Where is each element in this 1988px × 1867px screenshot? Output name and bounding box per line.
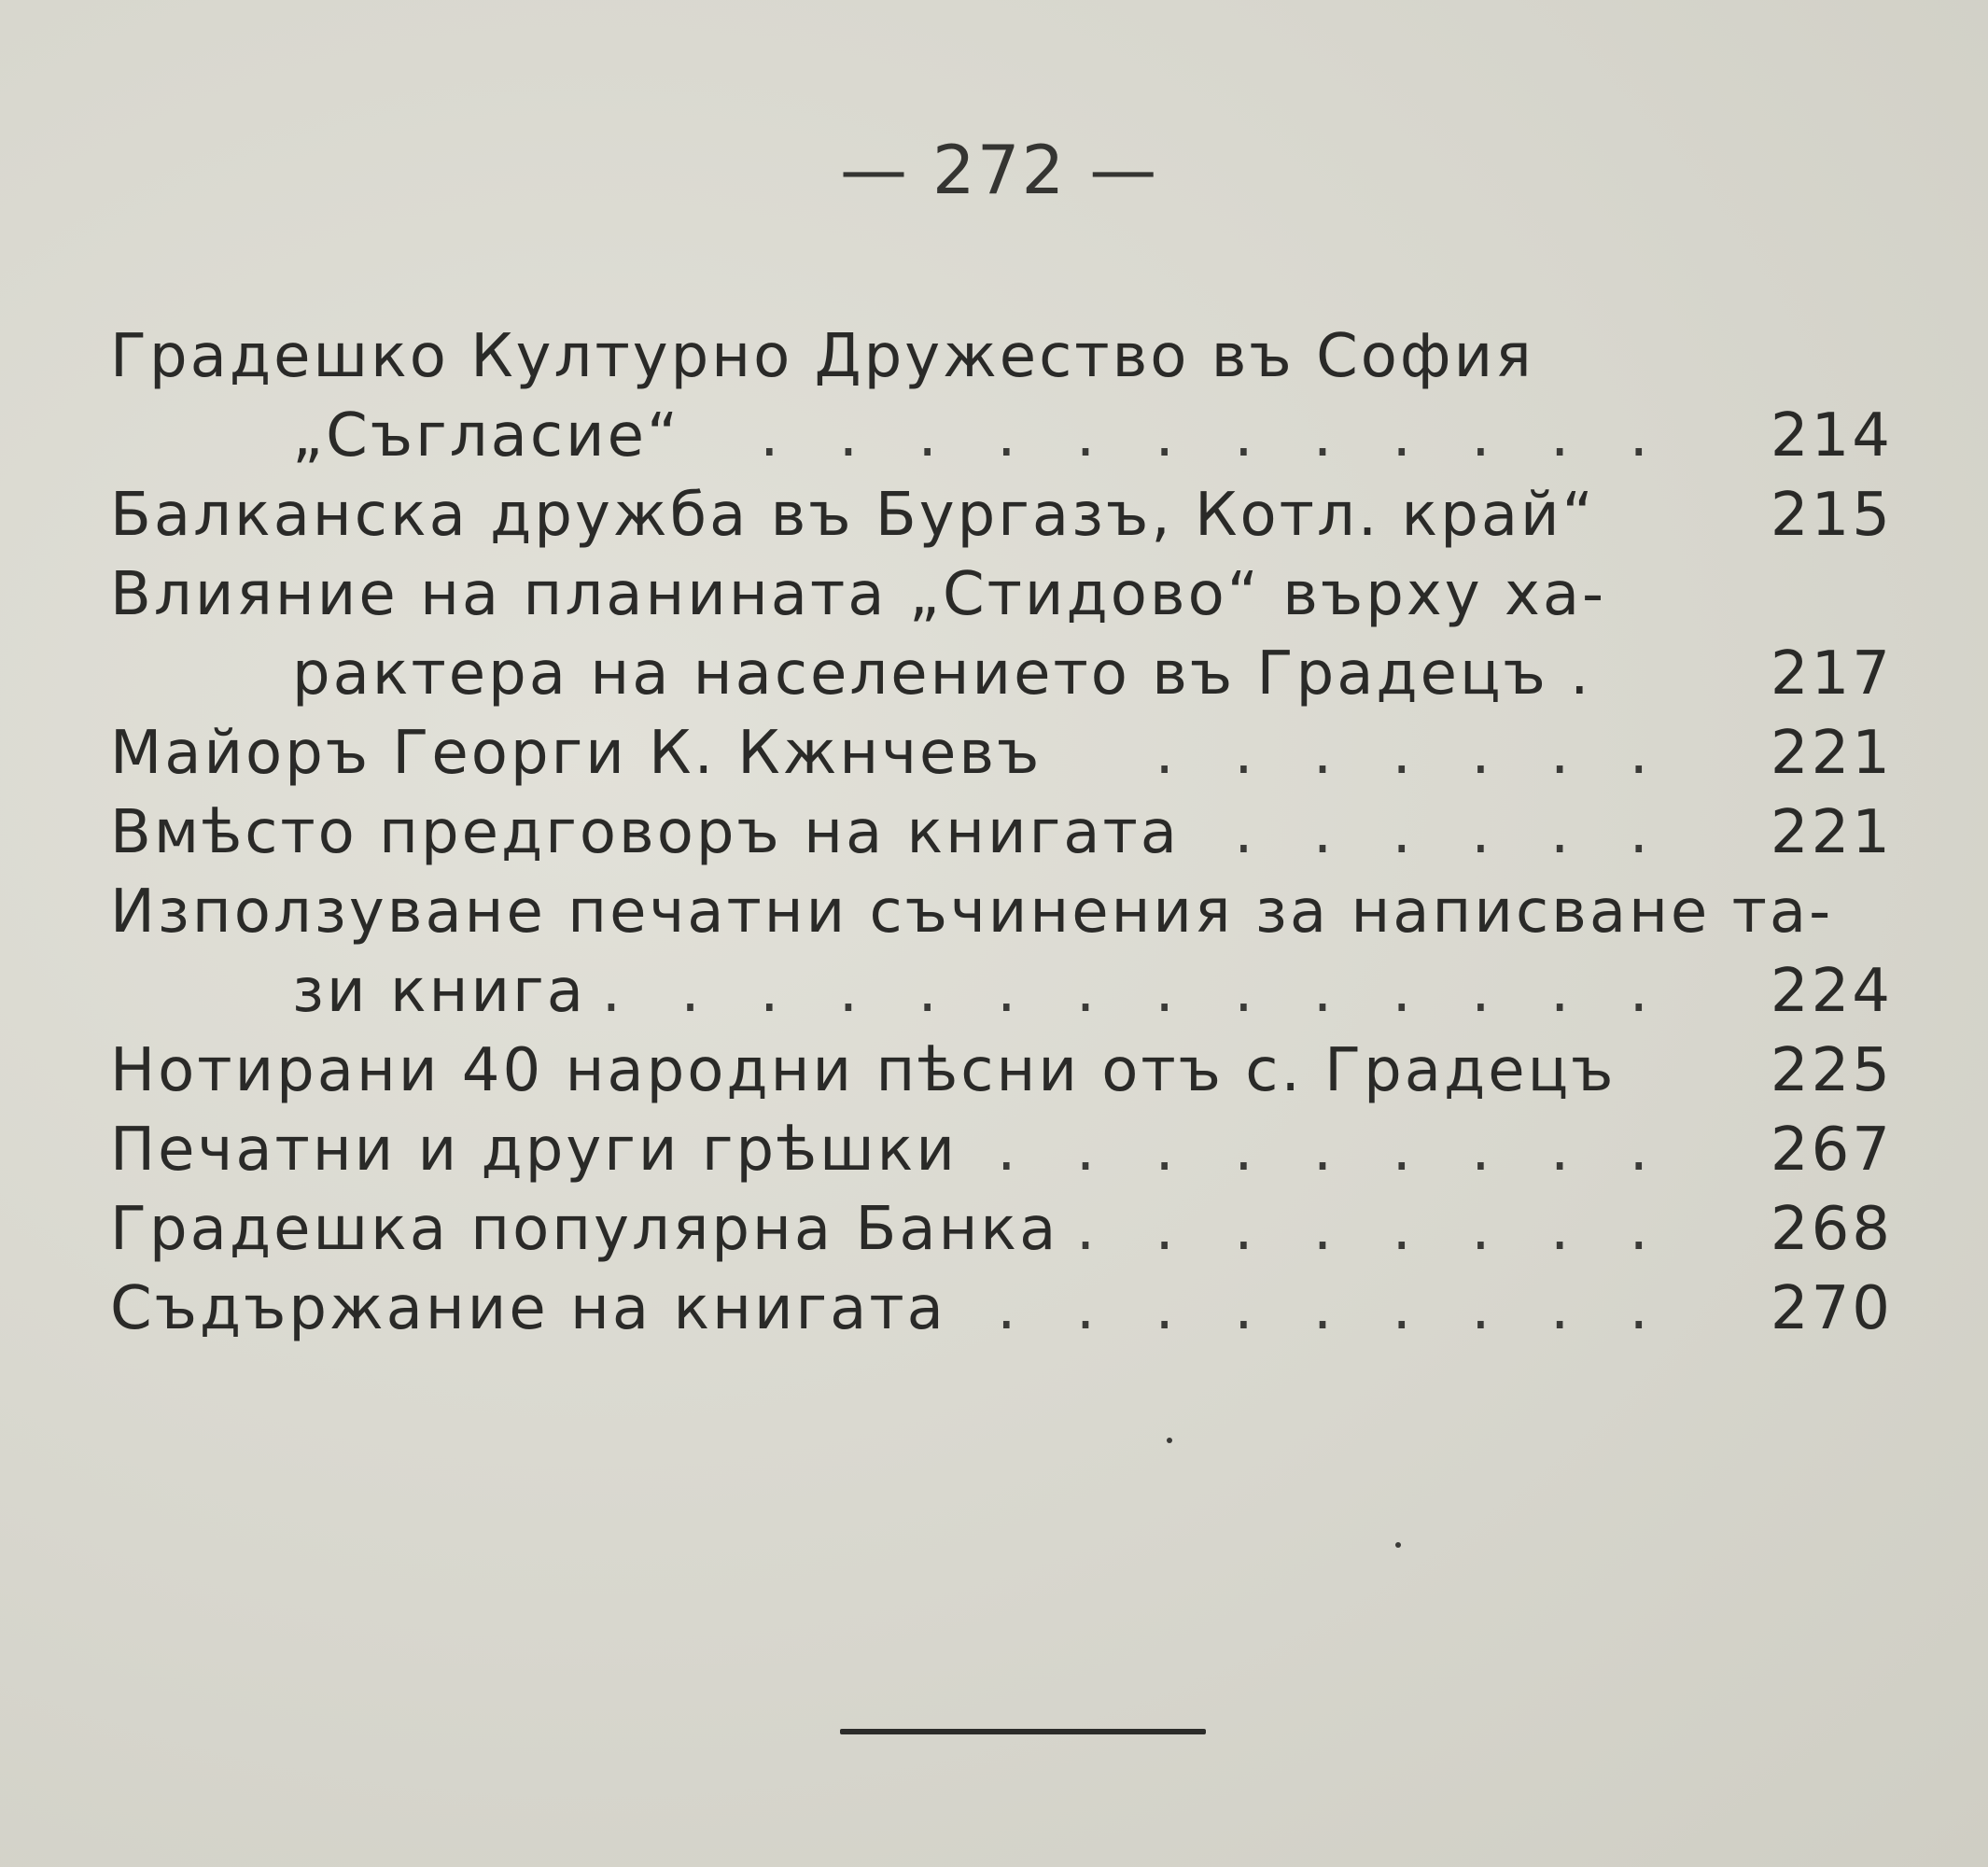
toc-entry bbox=[110, 476, 1893, 555]
toc-leader-dots: . . . . . . . . . bbox=[997, 1116, 1669, 1185]
page-number: — 272 — bbox=[840, 131, 1159, 209]
toc-entry bbox=[110, 555, 1893, 635]
toc-entry-title: Печатни и други грѣшки bbox=[110, 1116, 958, 1185]
toc-leader-dots: . . . . . . . . . . . . . . bbox=[601, 957, 1669, 1026]
toc-entry-title: Нотирани 40 народни пѣсни отъ с. Градецъ bbox=[110, 1036, 1617, 1105]
toc-entry bbox=[110, 873, 1893, 952]
toc-entry-title: Влияние на планината „Стидово“ върху ха- bbox=[110, 560, 1607, 629]
toc-page-number: 221 bbox=[1770, 798, 1893, 867]
toc-entry bbox=[110, 714, 1893, 793]
toc-leader-dots: . . . . . . . . . . . . bbox=[760, 401, 1669, 470]
toc-page-number: 268 bbox=[1770, 1195, 1893, 1264]
toc-page-number: 225 bbox=[1770, 1036, 1893, 1105]
toc-page-number: 224 bbox=[1770, 957, 1893, 1026]
toc-entry-title: Балканска дружба въ Бургазъ, Котл. край“ bbox=[110, 481, 1596, 550]
toc-entry bbox=[110, 793, 1893, 873]
toc-entry bbox=[110, 1111, 1893, 1190]
toc-leader-dots: . . . . . . . . . bbox=[997, 1274, 1669, 1343]
toc-entry-title: рактера на населението въ Градецъ . bbox=[292, 639, 1592, 709]
toc-page-number: 221 bbox=[1770, 719, 1893, 788]
toc-entry bbox=[110, 1032, 1893, 1111]
toc-leader-dots: . . . . . . . . bbox=[1075, 1195, 1669, 1264]
toc-entry bbox=[110, 1270, 1893, 1349]
toc-entry-title: Градешка популярна Банка bbox=[110, 1195, 1059, 1264]
toc-entry-title: Вмѣсто предговоръ на книгата bbox=[110, 798, 1180, 867]
toc-entry bbox=[110, 1190, 1893, 1270]
toc-entry bbox=[110, 952, 1893, 1032]
toc-entry-title: зи книга bbox=[292, 957, 586, 1026]
toc-entry bbox=[110, 397, 1893, 476]
toc-page-number: 215 bbox=[1770, 481, 1893, 550]
toc-leader-dots: . . . . . . . bbox=[1155, 719, 1669, 788]
toc-entry-title: Съдържание на книгата bbox=[110, 1274, 946, 1343]
toc-page-number: 217 bbox=[1770, 639, 1893, 709]
toc-entry-title: Използуване печатни съчинения за написване та- bbox=[110, 877, 1834, 947]
toc-entry-title: Майоръ Георги К. Кжнчевъ bbox=[110, 719, 1043, 788]
toc-entry-title: „Съгласие“ bbox=[292, 401, 681, 470]
toc-entry-title: Градешко Културно Дружество въ София bbox=[110, 322, 1534, 391]
table-of-contents bbox=[110, 317, 1893, 1349]
ink-speck bbox=[1395, 1542, 1401, 1548]
ink-speck bbox=[1167, 1438, 1172, 1443]
toc-entry bbox=[110, 317, 1893, 397]
toc-page-number: 267 bbox=[1770, 1116, 1893, 1185]
toc-page-number: 270 bbox=[1770, 1274, 1893, 1343]
toc-leader-dots: . . . . . . bbox=[1234, 798, 1669, 867]
toc-page-number: 214 bbox=[1770, 401, 1893, 470]
toc-entry bbox=[110, 635, 1893, 714]
end-rule-divider bbox=[840, 1729, 1206, 1734]
